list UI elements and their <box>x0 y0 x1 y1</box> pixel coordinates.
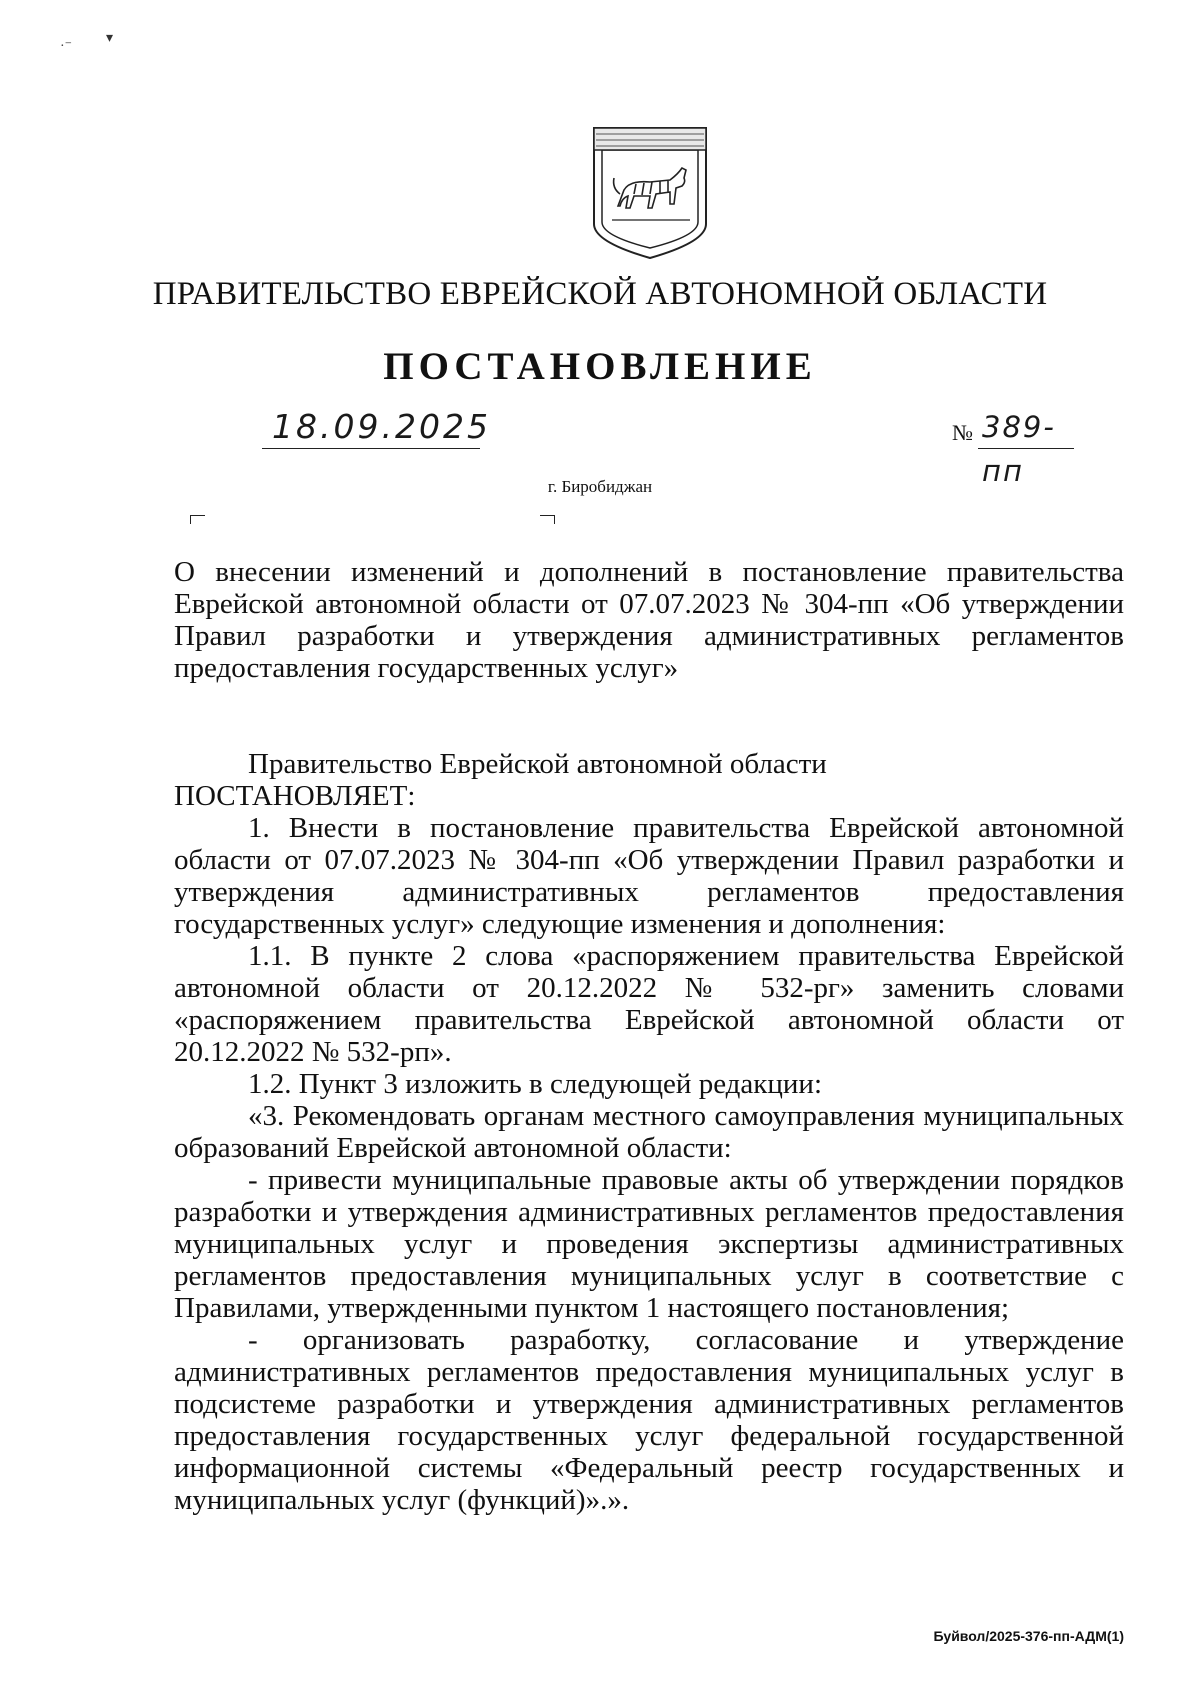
document-body <box>174 748 1124 1516</box>
government-title: ПРАВИТЕЛЬСТВО ЕВРЕЙСКОЙ АВТОНОМНОЙ ОБЛАСТИ <box>152 276 1048 312</box>
number-label: № <box>952 420 973 445</box>
bracket-left-corner <box>190 515 205 524</box>
paragraph-item-1-1: 1.1. В пункте 2 слова «распоряжением правительства Еврейской автономной области от 20.12.2022 № 532-рг» заменить словами «распоряжением правительства Еврейской автономной области от 20.12.2022 № 532-рп». <box>174 940 1124 1068</box>
document-type-heading: ПОСТАНОВЛЕНИЕ <box>383 345 817 388</box>
city-line: г. Биробиджан <box>547 477 653 496</box>
handwritten-number: 389-пп <box>978 405 1074 449</box>
document-subject: О внесении изменений и дополнений в постановление правительства Еврейской автономной области от 07.07.2023 № 304-пп «Об утверждении Правил разработки и утверждения административных регламентов предоставления государственных услуг» <box>174 556 1124 684</box>
bracket-right-corner <box>540 515 555 524</box>
handwritten-date: 18.09.2025 <box>262 405 480 449</box>
scan-speck: ·⁻ <box>60 39 73 54</box>
tiger-coat-of-arms-icon <box>590 124 710 262</box>
paragraph-item-1: 1. Внести в постановление правительства Еврейской автономной области от 07.07.2023 № 304-пп «Об утверждении Правил разработки и утверждения административных регламентов предоставления государственных услуг» следующие изменения и дополнения: <box>174 812 1124 940</box>
paragraph-item-3: «3. Рекомендовать органам местного самоуправления муниципальных образований Еврейской автономной области: <box>174 1100 1124 1164</box>
bullet-item-2: - организовать разработку, согласование и утверждение административных регламентов предоставления муниципальных услуг в подсистеме разработки и утверждения административных регламентов предоставления государственных услуг федеральной государственной информационной системы «Федеральный реестр государственных и муниципальных услуг (функций)».». <box>174 1324 1124 1516</box>
intro-line: Правительство Еврейской автономной области <box>248 748 827 780</box>
bullet-item-1: - привести муниципальные правовые акты об утверждении порядков разработки и утверждения административных регламентов предоставления муниципальных услуг и проведения экспертизы административных регламентов предоставления муниципальных услуг в соответствие с Правилами, утвержденными пунктом 1 настоящего постановления; <box>174 1164 1124 1324</box>
decree-word: ПОСТАНОВЛЯЕТ: <box>174 780 416 812</box>
paragraph-item-1-2: 1.2. Пункт 3 изложить в следующей редакции: <box>248 1068 823 1100</box>
document-reference-code: Буйвол/2025-376-пп-АДМ(1) <box>933 1628 1124 1644</box>
scan-speck: ▾ <box>106 31 114 46</box>
